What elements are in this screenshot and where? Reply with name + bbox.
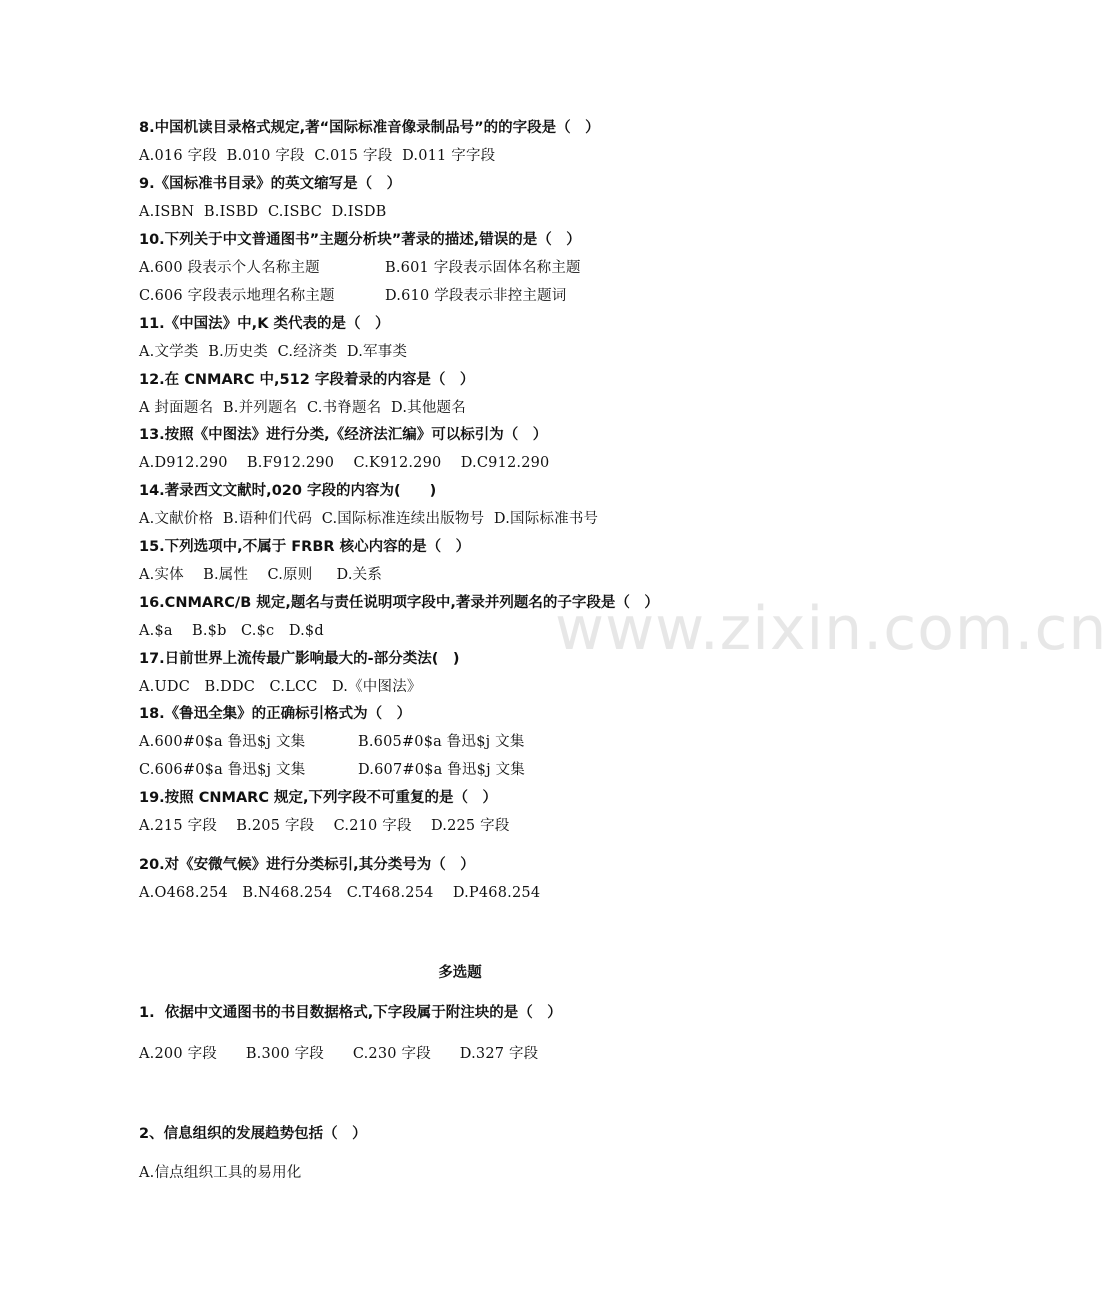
option: A.UDC (139, 679, 191, 695)
watermark: www.zixin.com.cn (555, 594, 1107, 664)
option: D.011 字字段 (402, 148, 496, 164)
option: D.607#0$a 鲁迅$j 文集 (358, 762, 525, 778)
option: C.606#0$a 鲁迅$j 文集 (139, 762, 306, 778)
options-18-row1 (139, 732, 525, 752)
multi-options-1 (139, 1044, 538, 1064)
question-14: 14.著录西文文献时,020 字段的内容为( ) (139, 483, 437, 499)
option: C.经济类 (277, 344, 338, 360)
question-9: 9.《国标准书目录》的英文缩写是（ ） (139, 176, 402, 192)
option: A.文献价格 (139, 511, 214, 527)
option: A.文学类 (139, 344, 199, 360)
option: A.信点组织工具的易用化 (139, 1165, 302, 1181)
option: A 封面题名 (139, 400, 214, 416)
option: C.606 字段表示地理名称主题 (139, 288, 335, 304)
option: C.210 字段 (333, 818, 412, 834)
option: B.ISBD (203, 204, 259, 220)
option: C.K912.290 (353, 455, 442, 471)
question-10: 10.下列关于中文普通图书”主题分析块”著录的描述,错误的是（ ） (139, 232, 581, 248)
option: C.书脊题名 (307, 400, 382, 416)
option: B.并列题名 (222, 400, 298, 416)
option: D.225 字段 (430, 818, 510, 834)
option: C.LCC (269, 679, 318, 695)
options-9 (139, 202, 387, 222)
options-20 (139, 883, 540, 903)
option: B.300 字段 (245, 1046, 324, 1062)
question-19: 19.按照 CNMARC 规定,下列字段不可重复的是（ ） (139, 790, 498, 806)
question-11: 11.《中国法》中,K 类代表的是（ ） (139, 316, 390, 332)
option: B.605#0$a 鲁迅$j 文集 (358, 734, 525, 750)
option: A.实体 (139, 567, 184, 583)
option: D.其他题名 (391, 400, 466, 416)
question-17: 17.日前世界上流传最广影响最大的-部分类法( ) (139, 651, 460, 667)
multi-options-2 (139, 1163, 301, 1183)
option: B.N468.254 (242, 885, 333, 901)
question-8: 8.中国机读目录格式规定,著“国际标准音像录制品号”的的字段是（ ） (139, 120, 600, 136)
option: B.F912.290 (246, 455, 335, 471)
options-12 (139, 398, 466, 418)
option: C.原则 (267, 567, 313, 583)
option: B.属性 (203, 567, 249, 583)
option: A.D912.290 (139, 455, 228, 471)
options-16 (139, 621, 324, 641)
option: B.010 字段 (226, 148, 305, 164)
option: B.历史类 (208, 344, 268, 360)
option: A.200 字段 (139, 1046, 217, 1062)
question-20: 20.对《安微气候》进行分类标引,其分类号为（ ） (139, 857, 475, 873)
option: B.205 字段 (236, 818, 315, 834)
options-18-row2 (139, 760, 525, 780)
options-15 (139, 565, 382, 585)
option: D.《中图法》 (331, 679, 422, 695)
option: A.016 字段 (139, 148, 217, 164)
option: C.015 字段 (314, 148, 393, 164)
option: D.$d (288, 623, 324, 639)
option: B.语种们代码 (222, 511, 313, 527)
question-18: 18.《鲁迅全集》的正确标引格式为（ ） (139, 706, 412, 722)
option: D.327 字段 (459, 1046, 539, 1062)
option: C.国际标准连续出版物号 (321, 511, 485, 527)
option: B.$b (192, 623, 227, 639)
question-12: 12.在 CNMARC 中,512 字段着录的内容是（ ） (139, 372, 475, 388)
option: A.$a (139, 623, 173, 639)
options-19 (139, 816, 510, 836)
option: D.军事类 (346, 344, 408, 360)
section-heading: 多选题 (438, 965, 482, 981)
options-13 (139, 453, 549, 473)
option: A.ISBN (139, 204, 195, 220)
option: C.230 字段 (352, 1046, 431, 1062)
option: D.关系 (336, 567, 383, 583)
option: D.C912.290 (460, 455, 550, 471)
option: C.T468.254 (346, 885, 434, 901)
question-13: 13.按照《中图法》进行分类,《经济法汇编》可以标引为（ ） (139, 427, 548, 443)
option: D.国际标准书号 (493, 511, 599, 527)
option: D.ISDB (331, 204, 387, 220)
option: C.$c (241, 623, 275, 639)
options-17 (139, 677, 422, 697)
option: A.600#0$a 鲁迅$j 文集 (139, 734, 306, 750)
options-11 (139, 342, 407, 362)
option: B.DDC (204, 679, 256, 695)
option: B.601 字段表示固体名称主题 (385, 260, 581, 276)
option: A.O468.254 (139, 885, 228, 901)
multi-question-1: 1. 依据中文通图书的书目数据格式,下字段属于附注块的是（ ） (139, 1005, 562, 1021)
option: C.ISBC (267, 204, 323, 220)
option: A.215 字段 (139, 818, 217, 834)
multi-question-2: 2、信息组织的发展趋势包括（ ） (139, 1126, 367, 1142)
option: D.610 学段表示非控主题词 (385, 288, 567, 304)
options-10-row1 (139, 258, 581, 278)
option: D.P468.254 (452, 885, 541, 901)
question-16: 16.CNMARC/B 规定,题名与责任说明项字段中,著录并列题名的子字段是（ ） (139, 595, 659, 611)
options-10-row2 (139, 286, 567, 306)
options-14 (139, 509, 598, 529)
option: A.600 段表示个人名称主题 (139, 260, 320, 276)
options-8 (139, 146, 495, 166)
question-15: 15.下列选项中,不属于 FRBR 核心内容的是（ ） (139, 539, 471, 555)
